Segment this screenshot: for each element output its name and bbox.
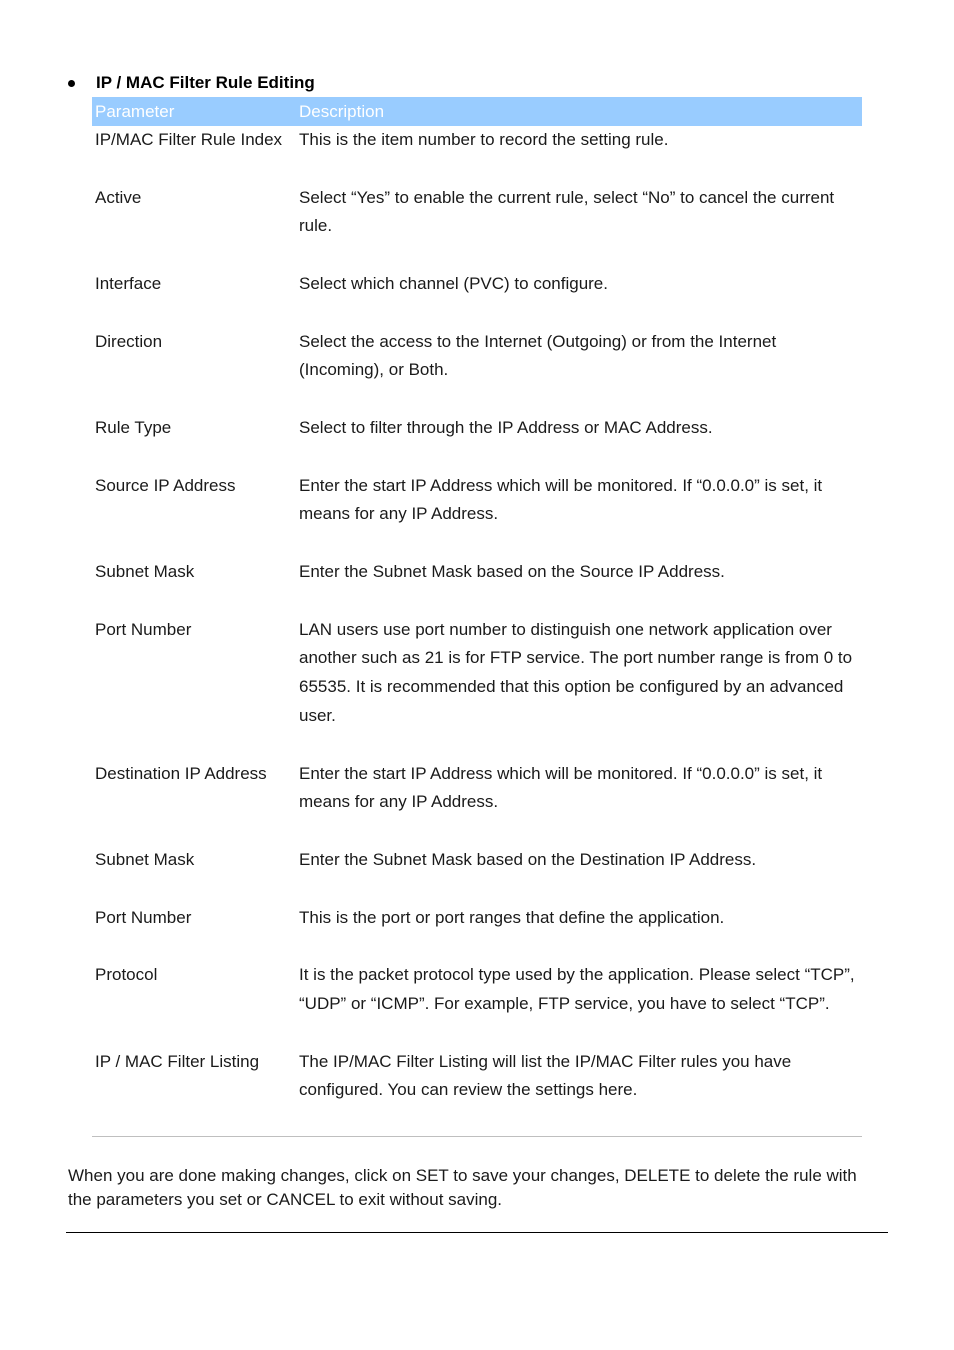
table-row [92, 846, 862, 904]
closing-paragraph: When you are done making changes, click on SET to save your changes, DELETE to delete the rule with the parameters you set or CANCEL to exit without saving. [68, 1166, 857, 1209]
footer-divider [66, 1232, 888, 1233]
parameter-cell: Source IP Address [95, 475, 236, 495]
description-cell: Enter the Subnet Mask based on the Destination IP Address. [299, 849, 757, 869]
description-cell: Enter the Subnet Mask based on the Source IP Address. [299, 561, 725, 581]
table-bottom-divider [92, 1136, 862, 1137]
table-header-row [92, 97, 862, 126]
table-row [92, 904, 862, 962]
description-cell: Enter the start IP Address which will be monitored. If “0.0.0.0” is set, it means for any IP Address. [299, 763, 823, 812]
table-row [92, 414, 862, 472]
parameter-cell: Port Number [95, 619, 192, 639]
parameter-cell: Direction [95, 331, 163, 351]
description-cell: Enter the start IP Address which will be monitored. If “0.0.0.0” is set, it means for any IP Address. [299, 475, 823, 524]
table-row [92, 961, 862, 1047]
table-row [92, 616, 862, 760]
table-row [92, 184, 862, 270]
parameter-cell: IP / MAC Filter Listing [95, 1051, 260, 1071]
parameter-cell: Destination IP Address [95, 763, 267, 783]
description-cell: Select “Yes” to enable the current rule, select “No” to cancel the current rule. [299, 187, 835, 236]
section-heading-text: IP / MAC Filter Rule Editing [96, 73, 315, 92]
parameter-column-header: Parameter [92, 97, 296, 126]
parameter-cell: IP/MAC Filter Rule Index [95, 130, 283, 149]
description-cell: The IP/MAC Filter Listing will list the IP/MAC Filter rules you have configured. You can review the settings here. [299, 1051, 792, 1100]
description-column-header: Description [296, 97, 862, 126]
parameter-cell: Rule Type [95, 417, 172, 437]
parameter-table [92, 97, 862, 1105]
description-cell: This is the item number to record the setting rule. [299, 130, 669, 149]
description-cell: Select the access to the Internet (Outgoing) or from the Internet (Incoming), or Both. [299, 331, 777, 380]
table-row [92, 328, 862, 414]
table-row [92, 270, 862, 328]
bullet-icon [68, 80, 75, 87]
table-row [92, 760, 862, 846]
description-cell: Select which channel (PVC) to configure. [299, 273, 608, 293]
table-row [92, 558, 862, 616]
parameter-cell: Port Number [95, 907, 192, 927]
description-cell: This is the port or port ranges that define the application. [299, 907, 725, 927]
description-cell: Select to filter through the IP Address or MAC Address. [299, 417, 713, 437]
description-cell: LAN users use port number to distinguish one network application over another such as 21 is for FTP service. The port number range is from 0 to 65535. It is recommended that this option be configured by an advanced user. [299, 619, 853, 725]
table-row [92, 126, 862, 184]
description-cell: It is the packet protocol type used by the application. Please select “TCP”, “UDP” or “ICMP”. For example, FTP service, you have to select “TCP”. [299, 965, 855, 1013]
section-heading [68, 73, 315, 93]
parameter-cell: Subnet Mask [95, 849, 195, 869]
parameter-cell: Protocol [95, 965, 158, 985]
parameter-cell: Subnet Mask [95, 561, 195, 581]
parameter-cell: Active [95, 187, 142, 207]
table-row [92, 472, 862, 558]
parameter-cell: Interface [95, 273, 162, 293]
table-row [92, 1048, 862, 1106]
